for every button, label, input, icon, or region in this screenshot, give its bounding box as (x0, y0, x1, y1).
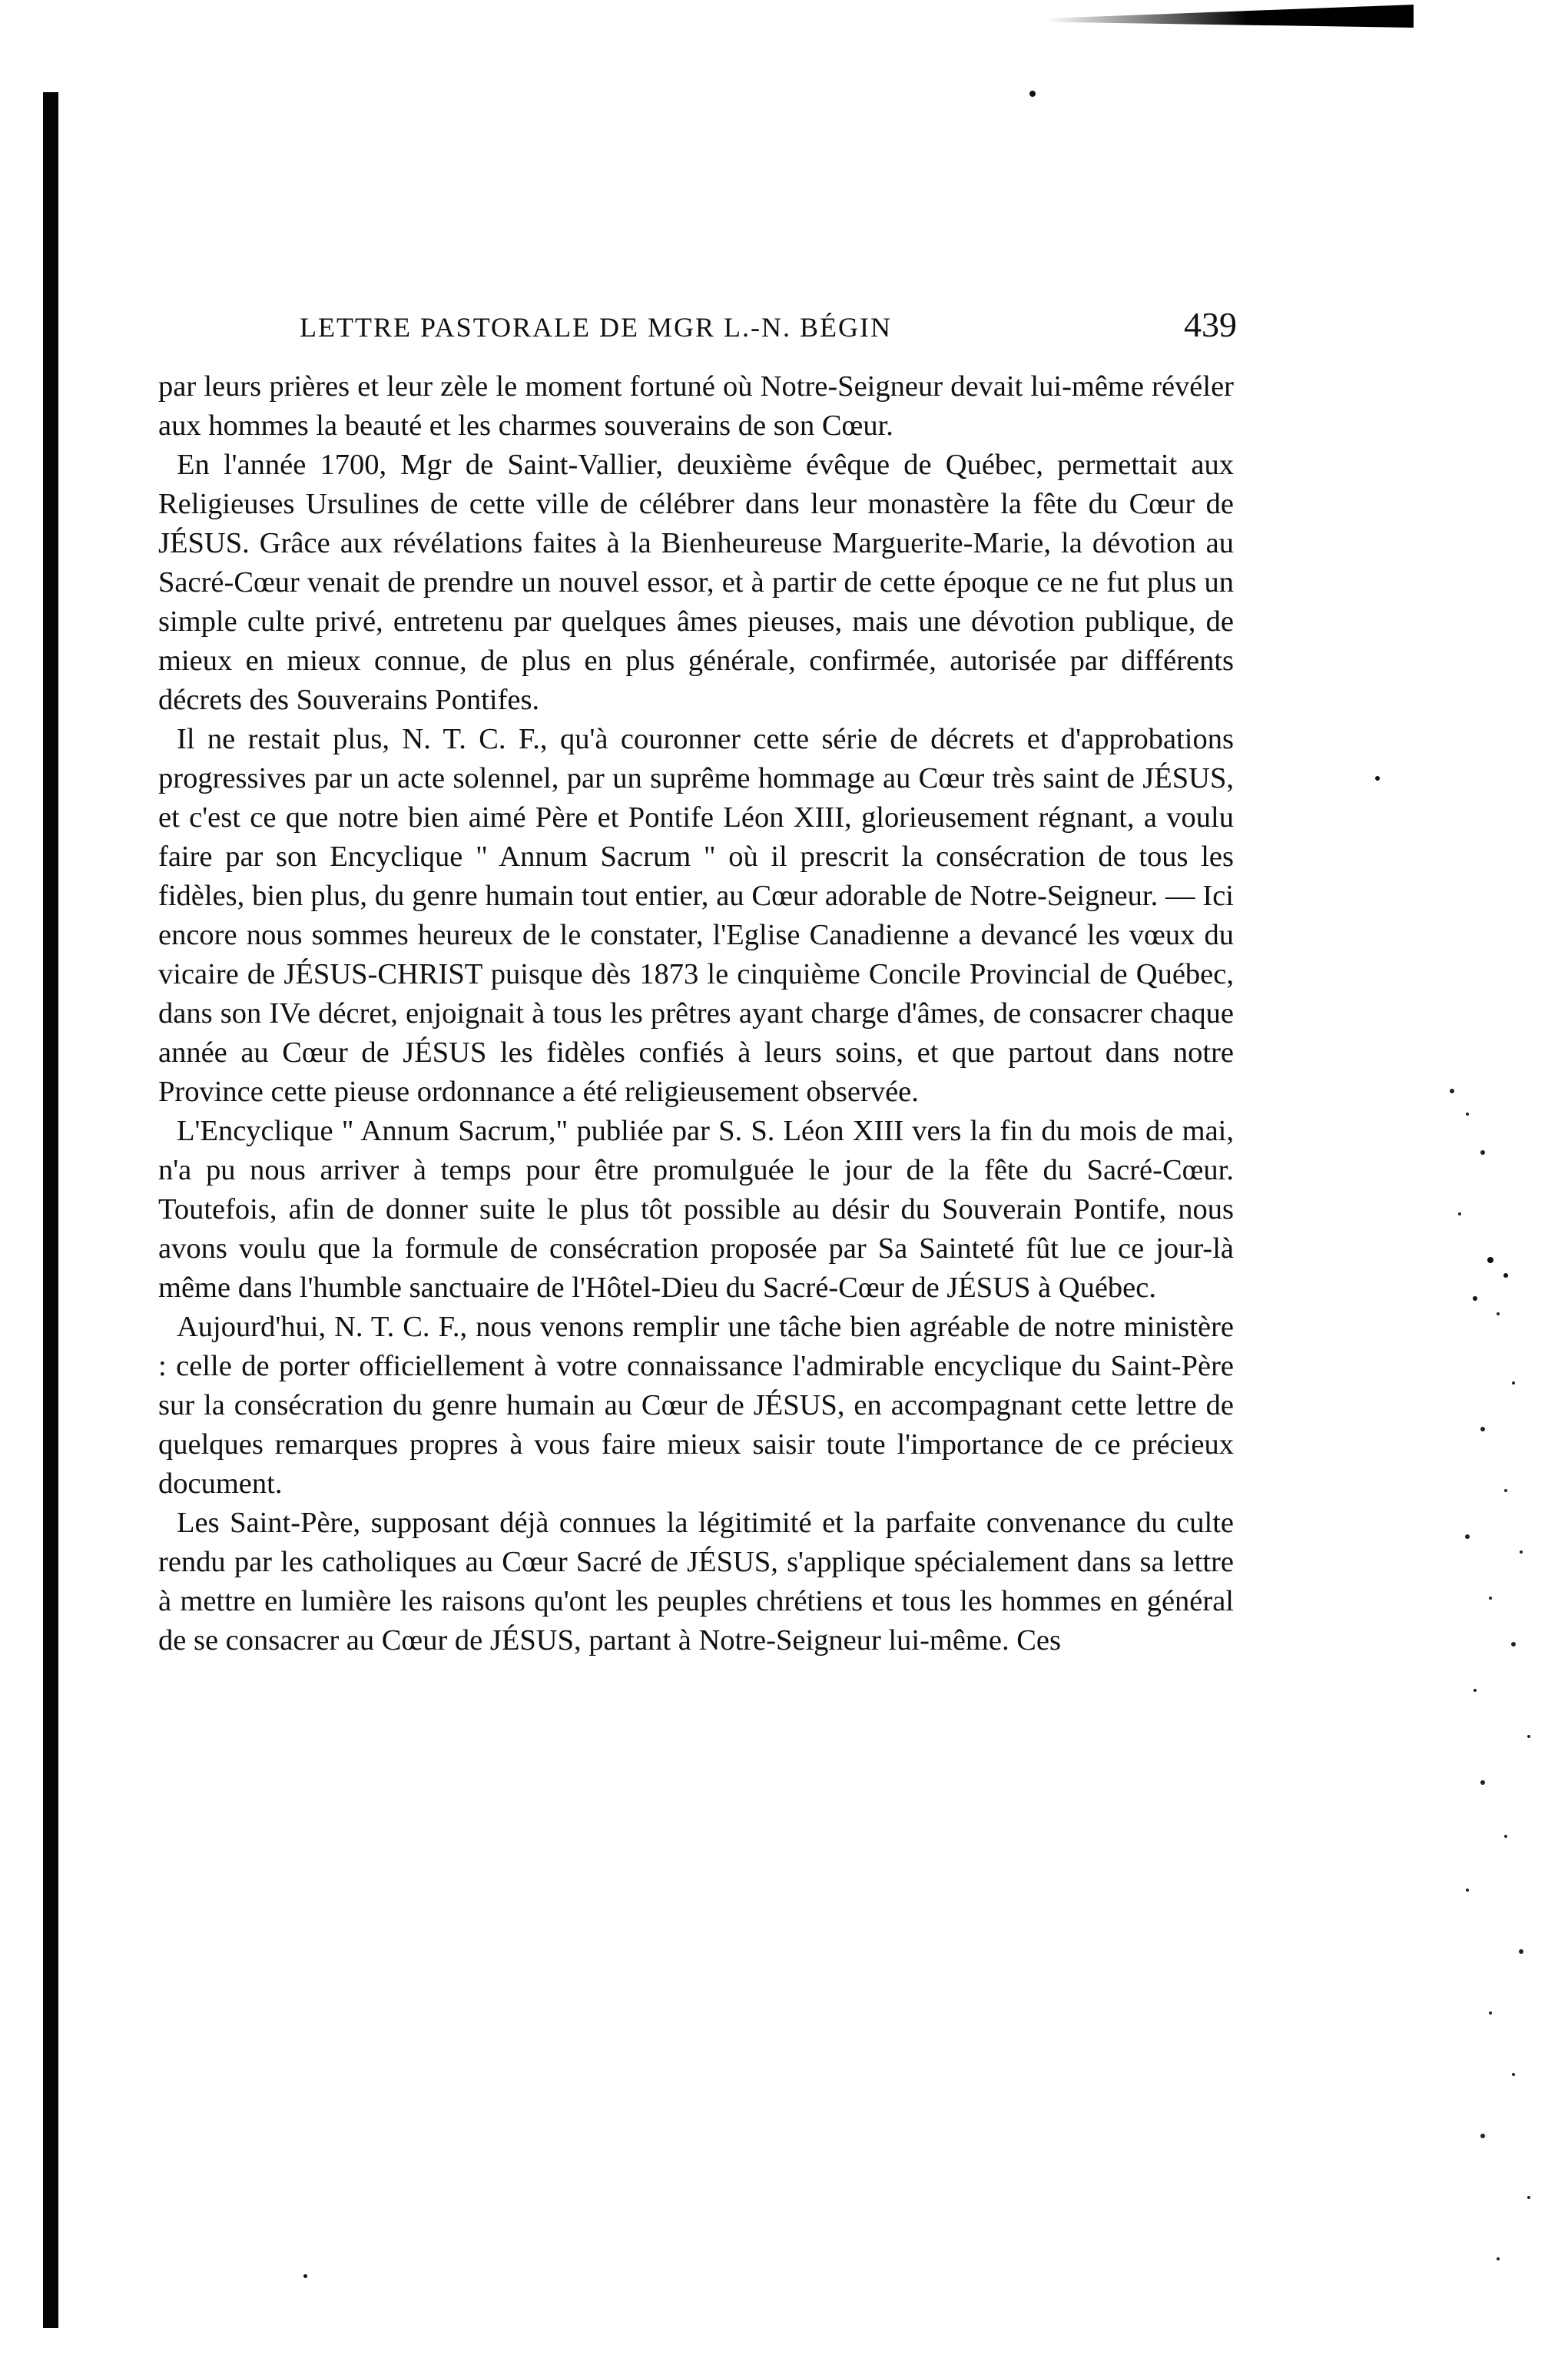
paragraph: Il ne restait plus, N. T. C. F., qu'à couronner cette série de décrets et d'approbations progressives par un acte solennel, par un suprême hommage au Cœur très saint de JÉSUS, et c'est ce que notre bien aimé Père et Pontife Léon XIII, glorieusement régnant, a voulu faire par son Encyclique " Annum Sacrum " où il prescrit la consécration de tous les fidèles, bien plus, du genre humain tout entier, au Cœur adorable de Notre-Seigneur. — Ici encore nous sommes heureux de le constater, l'Eglise Canadienne a devancé les vœux du vicaire de JÉSUS-CHRIST puisque dès 1873 le cinquième Concile Provincial de Québec, dans son IVe décret, enjoignait à tous les prêtres ayant charge d'âmes, de consacrer chaque année au Cœur de JÉSUS les fidèles confiés à leurs soins, et que partout dans notre Province cette pieuse ordonnance a été religieusement observée. (158, 723, 1234, 1108)
paragraph: En l'année 1700, Mgr de Saint-Vallier, deuxième évêque de Québec, permettait aux Religieuses Ursulines de cette ville de célébrer dans leur monastère la fête du Cœur de JÉSUS. Grâce aux révélations faites à la Bienheureuse Marguerite-Marie, la dévotion au Sacré-Cœur venait de prendre un nouvel essor, et à partir de cette époque ce ne fut plus un simple culte privé, entretenu par quelques âmes pieuses, mais une dévotion publique, de mieux en mieux connue, de plus en plus générale, confirmée, autorisée par différents décrets des Souverains Pontifes. (158, 449, 1234, 716)
scan-speck (1375, 776, 1380, 781)
scan-noise-margin (1437, 1060, 1544, 2290)
running-head: LETTRE PASTORALE DE MGR L.-N. BÉGIN (300, 312, 892, 343)
paragraph: Les Saint-Père, supposant déjà connues la légitimité et la parfaite convenance du culte rendu par les catholiques au Cœur Sacré de JÉSUS, s'applique spécialement dans sa lettre à mettre en lumière les raisons qu'ont les peuples chrétiens et tous les hommes en général de se consacrer au Cœur de JÉSUS, partant à Notre-Seigneur lui-même. Ces (158, 1507, 1234, 1657)
paragraph: par leurs prières et leur zèle le moment fortuné où Notre-Seigneur devait lui-même révéler aux hommes la beauté et les charmes souverains de son Cœur. (158, 370, 1234, 442)
page-number: 439 (1184, 305, 1237, 344)
paragraph: Aujourd'hui, N. T. C. F., nous venons remplir une tâche bien agréable de notre ministère : celle de porter officiellement à votre connaissance l'admirable encyclique du Saint-Père sur la consécration du genre humain au Cœur de JÉSUS, en accompagnant cette lettre de quelques remarques propres à vous faire mieux saisir toute l'importance de ce précieux document. (158, 1311, 1234, 1500)
scan-artifact-rule (1045, 5, 1414, 28)
scan-speck (1029, 91, 1036, 97)
binding-edge (43, 92, 58, 2328)
body-text (158, 367, 1234, 1660)
scan-speck (303, 2274, 307, 2278)
page-header (300, 304, 1237, 350)
paragraph: L'Encyclique " Annum Sacrum," publiée par S. S. Léon XIII vers la fin du mois de mai, n'a pu nous arriver à temps pour être promulguée le jour de la fête du Sacré-Cœur. Toutefois, afin de donner suite le plus tôt possible au désir du Souverain Pontife, nous avons voulu que la formule de consécration proposée par Sa Sainteté fût lue ce jour-là même dans l'humble sanctuaire de l'Hôtel-Dieu du Sacré-Cœur de JÉSUS à Québec. (158, 1115, 1234, 1304)
